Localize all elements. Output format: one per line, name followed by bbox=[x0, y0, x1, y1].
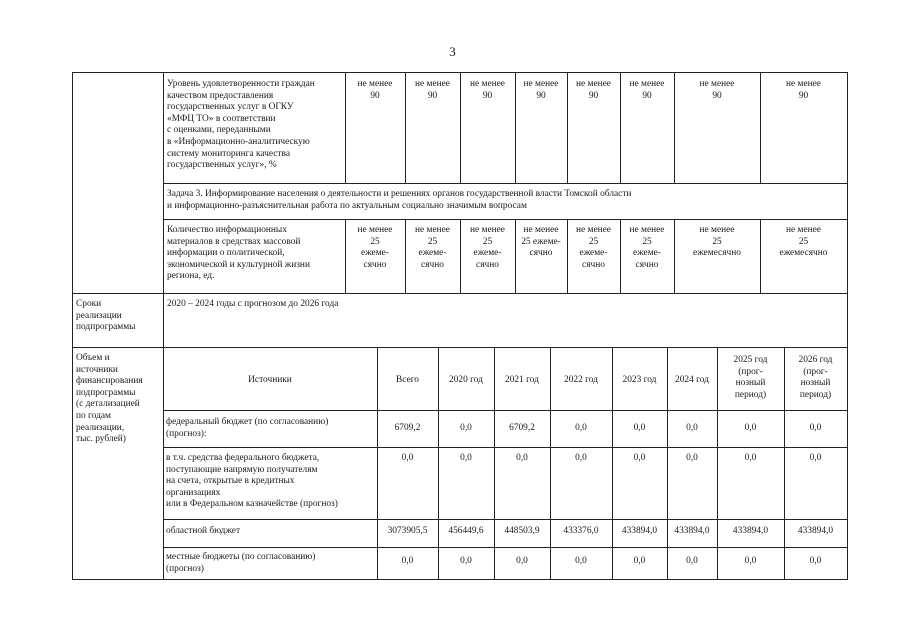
funding-source-name-line: федеральный бюджет (по согласованию) bbox=[166, 417, 329, 427]
funding-value-cell bbox=[612, 453, 667, 465]
funding-value-cell-line: 0,0 bbox=[401, 556, 414, 566]
media-materials-value-cell-line: 25 bbox=[588, 236, 599, 247]
terms-value-line: 2020 – 2024 годы с прогнозом до 2026 года bbox=[167, 299, 339, 309]
funding-value-cell-line: 6709,2 bbox=[394, 423, 421, 433]
funding-source-name-line: на счета, открытые в кредитных bbox=[166, 476, 295, 487]
satisfaction-value-cell bbox=[460, 79, 515, 102]
media-materials-value-cell-line: 25 bbox=[370, 236, 380, 247]
table-rule bbox=[72, 347, 164, 348]
task-3-title bbox=[167, 189, 842, 212]
satisfaction-indicator-label-line: государственных услуг», % bbox=[167, 160, 277, 171]
satisfaction-value-cell-line: не менее bbox=[470, 79, 505, 89]
funding-source-name-line: или в Федеральном казначействе (прогноз) bbox=[166, 499, 338, 510]
satisfaction-indicator-label-line: с оценками, переданными bbox=[167, 125, 271, 136]
task-3-title-line: и информационно-разъяснительная работа по актуальным социально значимым вопросам bbox=[167, 200, 527, 211]
media-materials-indicator-label-line: информации о политической, bbox=[167, 248, 285, 259]
media-materials-value-cell-line: ежеме- bbox=[633, 248, 661, 259]
funding-label-line: тыс. рублей) bbox=[76, 434, 126, 445]
funding-value-cell-line: 433894,0 bbox=[674, 526, 710, 536]
media-materials-value-cell-line: не менее bbox=[470, 225, 505, 235]
funding-value-cell-line: 0,0 bbox=[809, 453, 822, 463]
funding-value-cell bbox=[717, 526, 784, 538]
table-border-left bbox=[72, 72, 73, 580]
funding-source-name bbox=[166, 453, 376, 511]
subprogram-table bbox=[72, 72, 848, 580]
media-materials-indicator-label bbox=[167, 225, 342, 283]
funding-source-name-line: в т.ч. средства федерального бюджета, bbox=[166, 453, 320, 463]
page-number: 3 bbox=[449, 44, 456, 59]
funding-value-cell bbox=[667, 526, 717, 538]
media-materials-value-cell bbox=[515, 225, 567, 260]
satisfaction-value-cell-line: 90 bbox=[712, 90, 722, 101]
satisfaction-indicator-label-line: государственных услуг в ОГКУ bbox=[167, 102, 294, 113]
funding-value-cell-line: 0,0 bbox=[575, 423, 587, 433]
media-materials-indicator-label-line: Количество информационных bbox=[167, 225, 287, 235]
media-materials-value-cell bbox=[620, 225, 674, 271]
media-materials-value-cell bbox=[674, 225, 760, 260]
media-materials-value-cell-line: не менее bbox=[357, 225, 393, 235]
table-rule bbox=[163, 183, 848, 184]
funding-source-name bbox=[166, 552, 376, 575]
funding-value-cell-line: 0,0 bbox=[686, 556, 698, 566]
media-materials-value-cell bbox=[345, 225, 405, 271]
funding-value-cell bbox=[438, 556, 494, 568]
funding-value-cell bbox=[377, 526, 438, 538]
satisfaction-value-cell-line: не менее bbox=[523, 79, 559, 89]
media-materials-value-cell bbox=[460, 225, 515, 271]
funding-value-cell-line: 6709,2 bbox=[509, 423, 535, 433]
terms-label-line: реализации bbox=[76, 310, 122, 321]
table-rule bbox=[163, 293, 848, 294]
satisfaction-indicator-label-line: в «Информационно-аналитическую bbox=[167, 136, 310, 147]
funding-value-cell-line: 0,0 bbox=[809, 556, 822, 566]
terms-value bbox=[167, 299, 567, 311]
media-materials-value-cell-line: сячно bbox=[421, 259, 444, 270]
funding-value-cell-line: 433894,0 bbox=[621, 526, 658, 536]
media-materials-indicator-label-line: материалов в средствах массовой bbox=[167, 236, 301, 247]
funding-value-cell-line: 0,0 bbox=[686, 453, 698, 463]
funding-value-cell bbox=[717, 453, 784, 465]
header-sources-line: Источники bbox=[248, 375, 292, 385]
funding-value-cell bbox=[377, 556, 438, 568]
media-materials-indicator-label-line: региона, ед. bbox=[167, 271, 215, 282]
satisfaction-indicator-label-line: качеством предоставления bbox=[167, 90, 274, 101]
header-2025-line: нозный bbox=[735, 378, 766, 389]
satisfaction-value-cell-line: не менее bbox=[415, 79, 450, 89]
media-materials-indicator-label-line: экономической и культурной жизни bbox=[167, 259, 310, 270]
funding-source-name-line: местные бюджеты (по согласованию) bbox=[166, 552, 316, 562]
satisfaction-value-cell bbox=[345, 79, 405, 102]
satisfaction-value-cell bbox=[567, 79, 620, 102]
satisfaction-indicator-label bbox=[167, 79, 342, 172]
satisfaction-value-cell-line: 90 bbox=[370, 90, 380, 101]
funding-value-cell bbox=[377, 423, 438, 435]
media-materials-value-cell-line: 25 bbox=[712, 236, 722, 247]
media-materials-value-cell-line: 25 bbox=[642, 236, 652, 247]
media-materials-value-cell-line: ежемесячно bbox=[779, 248, 828, 259]
funding-label bbox=[76, 353, 162, 446]
funding-source-name-line: (прогноз): bbox=[166, 428, 207, 439]
header-total-line: Всего bbox=[396, 375, 419, 385]
funding-source-name bbox=[166, 417, 376, 440]
satisfaction-value-cell-line: 90 bbox=[482, 90, 493, 101]
header-2025-line: период) bbox=[734, 389, 767, 400]
header-2025 bbox=[717, 355, 784, 401]
header-2026-line: 2026 год bbox=[798, 355, 833, 365]
funding-source-name-line: областной бюджет bbox=[166, 526, 241, 536]
table-rule bbox=[163, 410, 848, 411]
funding-value-cell-line: 433894,0 bbox=[732, 526, 769, 536]
funding-value-cell-line: 0,0 bbox=[633, 556, 646, 566]
satisfaction-value-cell-line: 90 bbox=[588, 90, 599, 101]
table-border-bottom bbox=[72, 579, 848, 580]
header-2026 bbox=[784, 355, 847, 401]
media-materials-value-cell-line: ежеме- bbox=[473, 248, 502, 259]
funding-value-cell-line: 448503,9 bbox=[504, 526, 540, 536]
funding-value-cell bbox=[438, 423, 494, 435]
media-materials-value-cell-line: 25 ежеме- bbox=[521, 236, 561, 247]
satisfaction-indicator-label-line: систему мониторинга качества bbox=[167, 148, 290, 159]
funding-value-cell bbox=[717, 556, 784, 568]
funding-value-cell bbox=[667, 423, 717, 435]
funding-value-cell bbox=[550, 556, 612, 568]
funding-value-cell-line: 0,0 bbox=[633, 453, 646, 463]
terms-label-line: подпрограммы bbox=[76, 322, 136, 333]
funding-value-cell bbox=[784, 526, 847, 538]
funding-value-cell-line: 0,0 bbox=[633, 423, 646, 433]
media-materials-value-cell-line: сячно bbox=[582, 259, 605, 270]
funding-value-cell-line: 456449,6 bbox=[448, 526, 484, 536]
funding-value-cell bbox=[667, 453, 717, 465]
funding-source-name-line: (прогноз) bbox=[166, 563, 204, 574]
table-rule bbox=[163, 347, 848, 348]
funding-source-name-line: организациях bbox=[166, 487, 221, 498]
header-total bbox=[377, 375, 438, 387]
satisfaction-value-cell-line: не менее bbox=[699, 79, 735, 89]
funding-value-cell-line: 3073905,5 bbox=[387, 526, 428, 536]
media-materials-value-cell-line: сячно bbox=[529, 248, 553, 259]
funding-value-cell bbox=[494, 556, 550, 568]
funding-value-cell-line: 433376,0 bbox=[563, 526, 599, 536]
satisfaction-value-cell bbox=[620, 79, 674, 102]
funding-value-cell-line: 0,0 bbox=[401, 453, 414, 463]
header-2021 bbox=[494, 375, 550, 387]
media-materials-value-cell-line: не менее bbox=[576, 225, 611, 235]
funding-value-cell bbox=[717, 423, 784, 435]
funding-value-cell bbox=[550, 453, 612, 465]
funding-value-cell bbox=[438, 453, 494, 465]
terms-label bbox=[76, 299, 162, 334]
media-materials-value-cell-line: ежемесячно bbox=[693, 248, 741, 259]
media-materials-value-cell-line: 25 bbox=[798, 236, 809, 247]
table-rule bbox=[72, 293, 164, 294]
funding-value-cell-line: 0,0 bbox=[460, 453, 472, 463]
table-rule bbox=[163, 447, 848, 448]
header-2026-line: период) bbox=[799, 389, 832, 400]
funding-value-cell-line: 0,0 bbox=[516, 453, 528, 463]
funding-value-cell bbox=[612, 526, 667, 538]
satisfaction-value-cell-line: не менее bbox=[629, 79, 665, 89]
media-materials-value-cell bbox=[567, 225, 620, 271]
header-2025-line: 2025 год bbox=[733, 355, 768, 365]
media-materials-value-cell-line: 25 bbox=[427, 236, 438, 247]
header-2024-line: 2024 год bbox=[675, 375, 709, 385]
satisfaction-value-cell-line: 90 bbox=[642, 90, 652, 101]
header-2020 bbox=[438, 375, 494, 387]
funding-value-cell bbox=[784, 556, 847, 568]
media-materials-value-cell-line: 25 bbox=[482, 236, 493, 247]
table-rule bbox=[163, 72, 164, 580]
media-materials-value-cell-line: сячно bbox=[363, 259, 387, 270]
funding-value-cell-line: 433894,0 bbox=[797, 526, 834, 536]
satisfaction-indicator-label-line: Уровень удовлетворенности граждан bbox=[167, 79, 315, 89]
funding-label-line: реализации, bbox=[76, 422, 125, 433]
media-materials-value-cell-line: ежеме- bbox=[418, 248, 447, 259]
funding-label-line: источники bbox=[76, 364, 118, 375]
funding-value-cell-line: 0,0 bbox=[744, 423, 757, 433]
satisfaction-value-cell-line: 90 bbox=[536, 90, 546, 101]
funding-value-cell bbox=[784, 423, 847, 435]
satisfaction-value-cell-line: не менее bbox=[357, 79, 393, 89]
media-materials-value-cell-line: сячно bbox=[635, 259, 659, 270]
media-materials-value-cell-line: не менее bbox=[629, 225, 665, 235]
funding-label-line: по годам bbox=[76, 410, 111, 421]
funding-value-cell-line: 0,0 bbox=[575, 453, 587, 463]
satisfaction-value-cell bbox=[760, 79, 847, 102]
media-materials-value-cell-line: не менее bbox=[415, 225, 450, 235]
table-rule bbox=[163, 519, 848, 520]
terms-label-line: Сроки bbox=[76, 299, 102, 309]
header-2022-line: 2022 год bbox=[564, 375, 598, 385]
funding-value-cell-line: 0,0 bbox=[744, 556, 757, 566]
satisfaction-value-cell bbox=[405, 79, 460, 102]
funding-value-cell-line: 0,0 bbox=[744, 453, 757, 463]
table-border-right bbox=[847, 72, 848, 580]
satisfaction-value-cell-line: 90 bbox=[798, 90, 809, 101]
funding-value-cell bbox=[612, 556, 667, 568]
funding-source-name bbox=[166, 526, 376, 538]
funding-value-cell-line: 0,0 bbox=[516, 556, 528, 566]
header-2023-line: 2023 год bbox=[622, 375, 657, 385]
funding-value-cell bbox=[550, 526, 612, 538]
satisfaction-value-cell-line: 90 bbox=[427, 90, 438, 101]
satisfaction-value-cell-line: не менее bbox=[576, 79, 611, 89]
funding-value-cell-line: 0,0 bbox=[809, 423, 822, 433]
header-2026-line: нозный bbox=[800, 378, 831, 389]
header-2022 bbox=[550, 375, 612, 387]
header-2024 bbox=[667, 375, 717, 387]
header-2023 bbox=[612, 375, 667, 387]
media-materials-value-cell-line: не менее bbox=[523, 225, 559, 235]
funding-value-cell bbox=[550, 423, 612, 435]
media-materials-value-cell-line: ежеме- bbox=[579, 248, 608, 259]
header-2026-line: (прог- bbox=[803, 366, 828, 377]
task-3-title-line: Задача 3. Информирование населения о деятельности и решениях органов государственной власти Томской области bbox=[167, 189, 632, 199]
header-2020-line: 2020 год bbox=[449, 375, 483, 385]
funding-value-cell bbox=[667, 556, 717, 568]
funding-value-cell bbox=[438, 526, 494, 538]
satisfaction-value-cell bbox=[515, 79, 567, 102]
header-sources bbox=[163, 375, 377, 387]
funding-label-line: (с детализацией bbox=[76, 399, 140, 410]
funding-value-cell bbox=[494, 453, 550, 465]
funding-value-cell bbox=[612, 423, 667, 435]
funding-value-cell-line: 0,0 bbox=[460, 556, 472, 566]
header-2025-line: (прог- bbox=[738, 366, 763, 377]
funding-label-line: подпрограммы bbox=[76, 387, 136, 398]
satisfaction-value-cell-line: не менее bbox=[786, 79, 821, 89]
funding-value-cell bbox=[494, 526, 550, 538]
media-materials-value-cell-line: ежеме- bbox=[361, 248, 389, 259]
media-materials-value-cell bbox=[760, 225, 847, 260]
funding-source-name-line: поступающие напрямую получателям bbox=[166, 464, 318, 475]
media-materials-value-cell bbox=[405, 225, 460, 271]
media-materials-value-cell-line: сячно bbox=[476, 259, 499, 270]
satisfaction-indicator-label-line: «МФЦ ТО» в соответствии bbox=[167, 113, 276, 124]
funding-value-cell bbox=[377, 453, 438, 465]
funding-label-line: Объем и bbox=[76, 353, 110, 363]
funding-value-cell-line: 0,0 bbox=[460, 423, 472, 433]
funding-label-line: финансирования bbox=[76, 376, 143, 387]
media-materials-value-cell-line: не менее bbox=[699, 225, 735, 235]
satisfaction-value-cell bbox=[674, 79, 760, 102]
header-2021-line: 2021 год bbox=[505, 375, 539, 385]
funding-value-cell-line: 0,0 bbox=[575, 556, 587, 566]
funding-value-cell bbox=[494, 423, 550, 435]
table-rule bbox=[163, 547, 848, 548]
table-rule bbox=[163, 219, 848, 220]
funding-value-cell-line: 0,0 bbox=[686, 423, 698, 433]
funding-value-cell bbox=[784, 453, 847, 465]
media-materials-value-cell-line: не менее bbox=[786, 225, 821, 235]
